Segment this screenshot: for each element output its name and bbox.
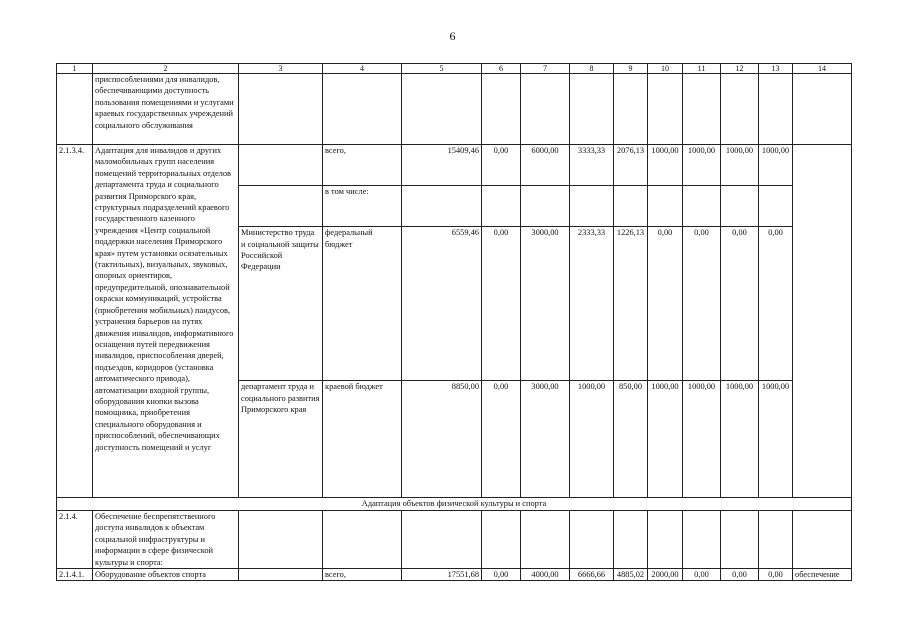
column-number-row [57, 64, 852, 74]
amount-cell: 0,00 [683, 569, 721, 581]
funding-note: в том числе: [323, 186, 402, 227]
amount-cell: 2076,13 [614, 145, 648, 186]
amount-cell: 0,00 [482, 227, 521, 381]
amount-cell: 3000,00 [521, 227, 570, 381]
measure-description: Адаптация для инвалидов и других маломобильных групп населения помещений территориальных отделов департамента труда и социального развития Приморского края, структурных подразделений краевого государственного казенного учреждения «Центр социальной поддержки населения Приморского края» путем установки осязательных (тактильных), визуальных, звуковых, опорных ориентиров, предупредительной, опознавательной окраски коммуникаций, устройства (приобретения мобильных) пандусов, устранения барьеров на путях движения инвалидов, информативного оснащения путей передвижения инвалидов, приспособления дверей, подъездов, коридоров (установка автоматического привода), автоматизации входной группы, оборудования кнопки вызова помощника, приобретения специального оборудования и приспособлений, обеспечивающих доступность помещений и услуг [93, 145, 239, 498]
measure-code: 2.1.4. [57, 511, 93, 569]
amount-cell: 0,00 [482, 381, 521, 498]
amount-cell: 1000,00 [570, 381, 614, 498]
measure-code: 2.1.4.1. [57, 569, 93, 581]
col-num: 12 [721, 64, 759, 74]
amount-cell: 2000,00 [648, 569, 683, 581]
amount-cell: 1000,00 [721, 381, 759, 498]
expected-result: обеспечение [793, 569, 852, 581]
amount-cell: 1226,13 [614, 227, 648, 381]
table-row [57, 569, 852, 581]
funding-source: краевой бюджет [323, 381, 402, 498]
amount-cell: 1000,00 [683, 381, 721, 498]
col-num: 2 [93, 64, 239, 74]
amount-cell: 850,00 [614, 381, 648, 498]
col-num: 5 [402, 64, 482, 74]
amount-cell: 0,00 [759, 227, 793, 381]
amount-cell: 8850,00 [402, 381, 482, 498]
amount-cell: 3000,00 [521, 381, 570, 498]
col-num: 11 [683, 64, 721, 74]
amount-cell: 0,00 [721, 569, 759, 581]
col-num: 7 [521, 64, 570, 74]
col-num: 8 [570, 64, 614, 74]
amount-cell: 1000,00 [721, 145, 759, 186]
measure-description: Обеспечение беспрепятственного доступа инвалидов к объектам социальной инфраструктуры и информации в сфере физической культуры и спорта: [93, 511, 239, 569]
amount-cell: 1000,00 [648, 145, 683, 186]
amount-cell: 6000,00 [521, 145, 570, 186]
amount-cell: 6666,66 [570, 569, 614, 581]
col-num: 4 [323, 64, 402, 74]
col-num: 9 [614, 64, 648, 74]
amount-cell: 0,00 [683, 227, 721, 381]
amount-cell: 6559,46 [402, 227, 482, 381]
table-row [57, 511, 852, 569]
section-row [57, 498, 852, 511]
amount-cell: 4000,00 [521, 569, 570, 581]
col-num: 3 [239, 64, 323, 74]
amount-cell: 1000,00 [759, 145, 793, 186]
col-num: 14 [793, 64, 852, 74]
amount-cell: 4885,02 [614, 569, 648, 581]
col-num: 6 [482, 64, 521, 74]
funding-source: всего, [323, 145, 402, 186]
table-row [57, 145, 852, 186]
amount-cell: 17551,68 [402, 569, 482, 581]
section-title: Адаптация объектов физической культуры и спорта [57, 498, 852, 511]
amount-cell: 0,00 [721, 227, 759, 381]
amount-cell: 1000,00 [683, 145, 721, 186]
page-number: 6 [449, 29, 456, 43]
col-num: 13 [759, 64, 793, 74]
measure-code: 2.1.3.4. [57, 145, 93, 498]
amount-cell: 2333,33 [570, 227, 614, 381]
funding-source: всего, [323, 569, 402, 581]
amount-cell: 3333,33 [570, 145, 614, 186]
amount-cell: 1000,00 [648, 381, 683, 498]
amount-cell: 15409,46 [402, 145, 482, 186]
col-num: 10 [648, 64, 683, 74]
amount-cell: 0,00 [759, 569, 793, 581]
amount-cell: 1000,00 [759, 381, 793, 498]
program-table [56, 63, 852, 581]
amount-cell: 0,00 [648, 227, 683, 381]
amount-cell: 0,00 [482, 569, 521, 581]
executor: департамент труда и социального развития Приморского края [239, 381, 323, 498]
measure-description: приспособлениями для инвалидов, обеспечивающими доступность пользования помещениями и услугами краевых государственных учреждений социального обслуживания [93, 74, 239, 145]
table-row [57, 74, 852, 145]
measure-description: Оборудование объектов спорта [93, 569, 239, 581]
col-num: 1 [57, 64, 93, 74]
funding-source: федеральный бюджет [323, 227, 402, 381]
executor: Министерство труда и социальной защиты Российской Федерации [239, 227, 323, 381]
amount-cell: 0,00 [482, 145, 521, 186]
